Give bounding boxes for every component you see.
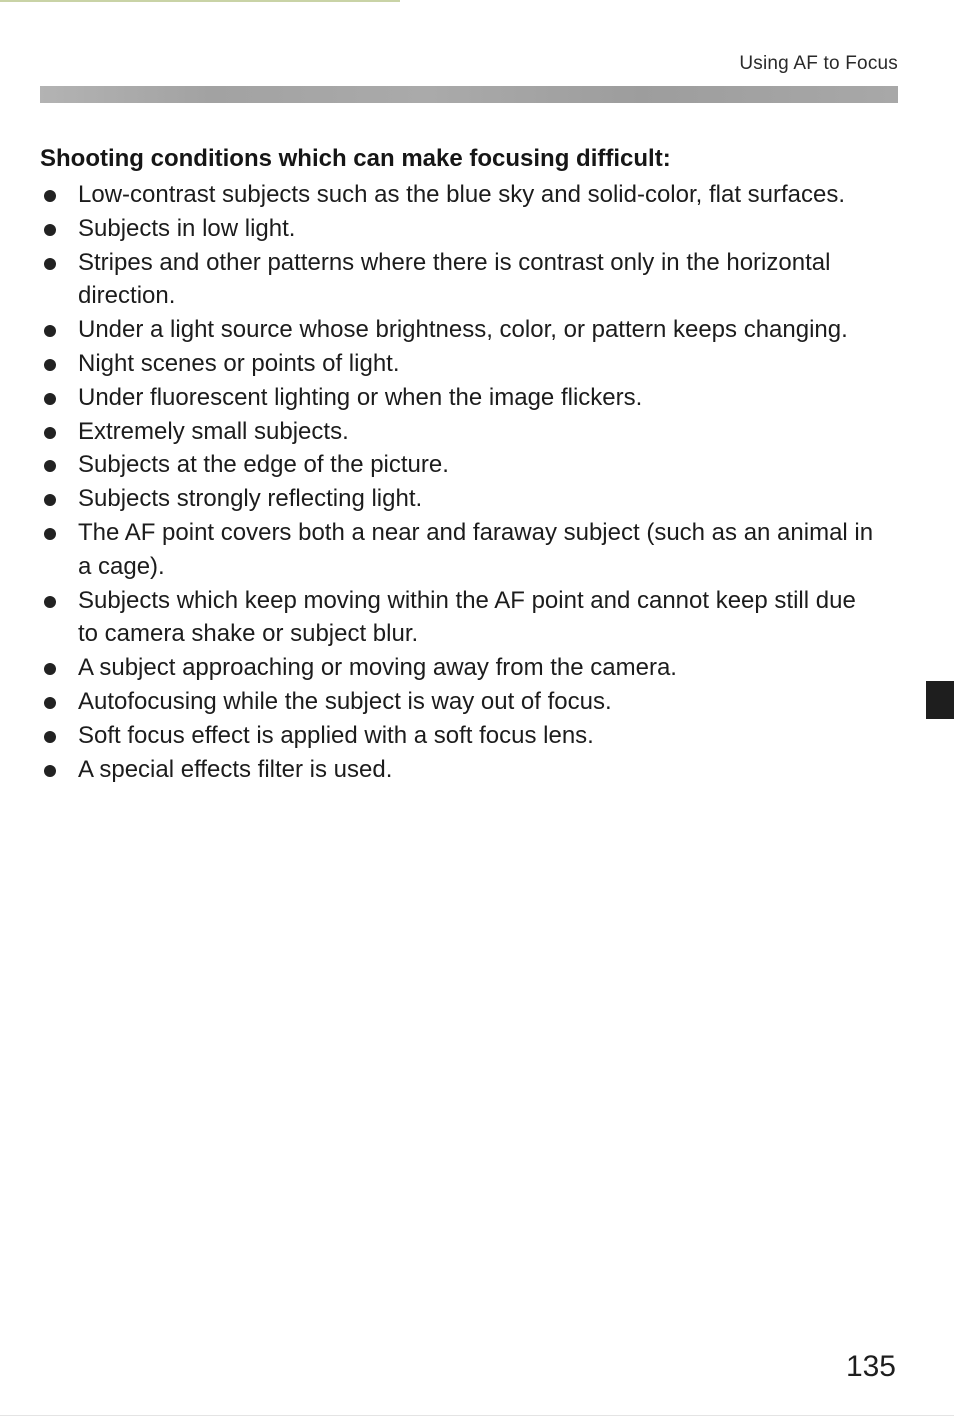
list-item: [40, 347, 880, 381]
section-heading: Shooting conditions which can make focusing difficult:: [40, 145, 671, 172]
list-item-text: Subjects strongly reflecting light.: [78, 485, 423, 513]
list-item-text: The AF point covers both a near and faraway subject (such as an animal in a cage).: [78, 518, 874, 580]
list-item-text: Under fluorescent lighting or when the image flickers.: [78, 383, 643, 411]
top-edge-line: [0, 0, 400, 2]
running-header: Using AF to Focus: [739, 53, 898, 74]
bullet-icon: [44, 190, 56, 202]
list-item-text: Under a light source whose brightness, color, or pattern keeps changing.: [78, 316, 848, 344]
list-item: [40, 212, 880, 246]
list-item-text: Stripes and other patterns where there is contrast only in the horizontal direction.: [78, 248, 831, 310]
list-item: [40, 584, 880, 652]
list-item: [40, 246, 880, 314]
list-item: [40, 415, 880, 449]
bullet-icon: [44, 325, 56, 337]
list-item: [40, 516, 880, 584]
condition-list: [40, 178, 880, 786]
bullet-icon: [44, 765, 56, 777]
bullet-icon: [44, 460, 56, 472]
bullet-icon: [44, 359, 56, 371]
list-item-text: A subject approaching or moving away from the camera.: [78, 654, 677, 682]
list-item-text: A special effects filter is used.: [78, 755, 393, 783]
bullet-icon: [44, 494, 56, 506]
list-item: [40, 719, 880, 753]
bottom-edge-line: [0, 1415, 954, 1416]
list-item: [40, 448, 880, 482]
bullet-icon: [44, 731, 56, 743]
list-item: [40, 685, 880, 719]
chapter-thumb-tab: [926, 681, 954, 719]
header-bar: [40, 86, 898, 103]
page-number: 135: [845, 1350, 896, 1383]
bullet-icon: [44, 663, 56, 675]
list-item-text: Subjects which keep moving within the AF point and cannot keep still due to camera shake or subject blur.: [78, 586, 856, 648]
list-item-text: Autofocusing while the subject is way out of focus.: [78, 687, 612, 715]
list-item-text: Subjects at the edge of the picture.: [78, 451, 449, 479]
bullet-icon: [44, 258, 56, 270]
list-item-text: Low-contrast subjects such as the blue sky and solid-color, flat surfaces.: [78, 181, 846, 208]
list-item: [40, 178, 880, 212]
bullet-icon: [44, 596, 56, 608]
bullet-icon: [44, 427, 56, 439]
list-item-text: Soft focus effect is applied with a soft focus lens.: [78, 721, 594, 749]
bullet-icon: [44, 528, 56, 540]
bullet-icon: [44, 224, 56, 236]
list-item-text: Subjects in low light.: [78, 214, 296, 242]
list-item: [40, 313, 880, 347]
list-item-text: Extremely small subjects.: [78, 417, 349, 445]
bullet-icon: [44, 393, 56, 405]
list-item: [40, 651, 880, 685]
bullet-icon: [44, 697, 56, 709]
list-item: [40, 381, 880, 415]
list-item: [40, 482, 880, 516]
list-item: [40, 753, 880, 787]
list-item-text: Night scenes or points of light.: [78, 349, 400, 377]
